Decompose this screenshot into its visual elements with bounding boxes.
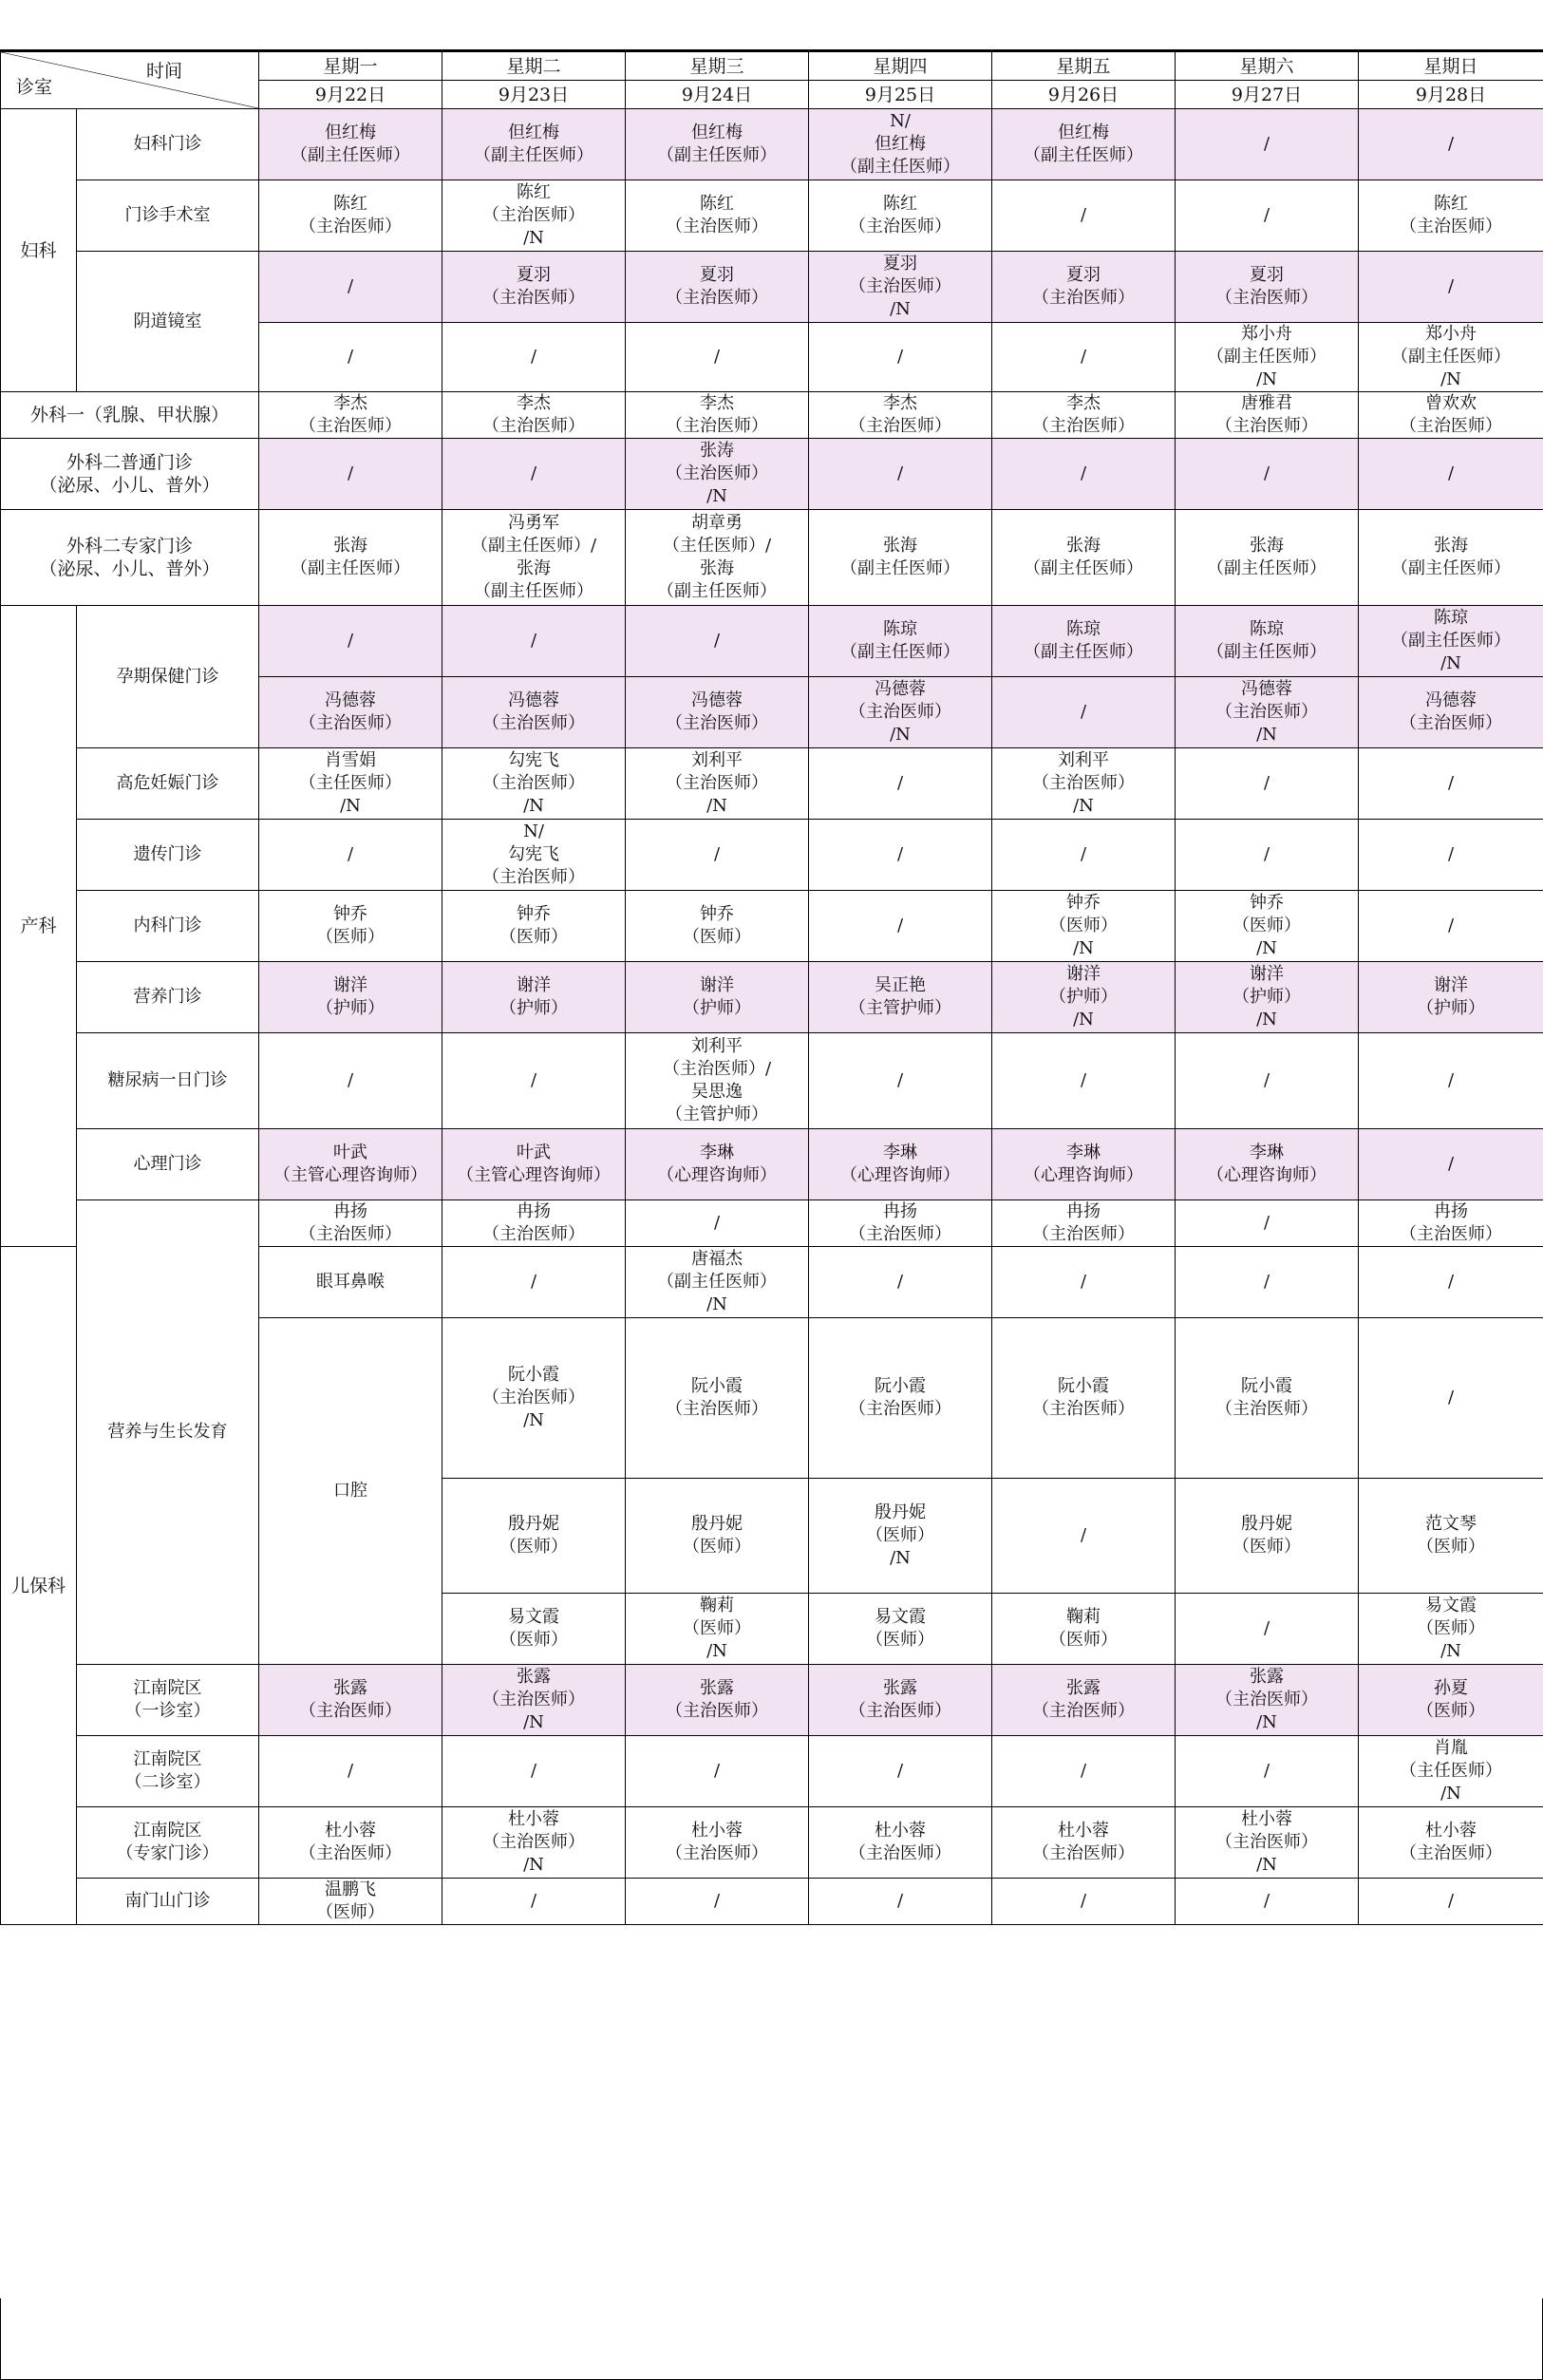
schedule-cell: 但红梅 （副主任医师） <box>992 109 1176 180</box>
room-name: 江南院区 （专家门诊） <box>77 1807 259 1879</box>
date-header: 9月25日 <box>809 81 992 109</box>
schedule-row <box>1 1736 1543 1807</box>
schedule-cell: 冉扬 （主治医师） <box>442 1200 626 1247</box>
schedule-cell: 但红梅 （副主任医师） <box>442 109 626 180</box>
schedule-cell: 唐福杰 （副主任医师） /N <box>626 1247 809 1318</box>
schedule-row <box>1 606 1543 677</box>
room-name: 口腔 <box>259 1318 442 1665</box>
schedule-cell: 唐雅君 （主治医师） <box>1176 392 1359 439</box>
department-name: 外科二普通门诊 （泌尿、小儿、普外） <box>1 439 259 510</box>
schedule-cell: 冉扬 （主治医师） <box>992 1200 1176 1247</box>
schedule-cell: 杜小蓉 （主治医师） <box>809 1807 992 1879</box>
schedule-cell: / <box>992 439 1176 510</box>
schedule-cell: / <box>442 1736 626 1807</box>
schedule-cell: 张露 （主治医师） <box>259 1665 442 1736</box>
schedule-cell: / <box>259 323 442 392</box>
schedule-cell: 殷丹妮 （医师） /N <box>809 1479 992 1594</box>
schedule-row <box>1 1665 1543 1736</box>
schedule-row <box>1 510 1543 606</box>
schedule-cell: 张海 （副主任医师） <box>992 510 1176 606</box>
schedule-cell: 李琳 （心理咨询师） <box>1176 1129 1359 1200</box>
schedule-cell: / <box>1359 748 1543 820</box>
schedule-cell: 谢洋 （护师） <box>259 962 442 1033</box>
schedule-cell: / <box>259 606 442 677</box>
schedule-cell: / <box>1359 252 1543 323</box>
schedule-cell: 杜小蓉 （主治医师） <box>992 1807 1176 1879</box>
schedule-cell: 冯德蓉 （主治医师） <box>1359 677 1543 748</box>
schedule-cell: / <box>626 323 809 392</box>
page-title <box>0 0 1543 51</box>
schedule-cell: / <box>1359 1879 1543 1925</box>
schedule-cell: 鞠莉 （医师） <box>992 1594 1176 1665</box>
schedule-cell: 李杰 （主治医师） <box>626 392 809 439</box>
schedule-cell: 易文霞 （医师） /N <box>1359 1594 1543 1665</box>
schedule-row <box>1 1033 1543 1129</box>
schedule-cell: 刘利平 （主治医师）/ 吴思逸 （主管护师） <box>626 1033 809 1129</box>
schedule-cell: 钟乔 （医师） /N <box>1176 891 1359 962</box>
schedule-cell: 阮小霞 （主治医师） <box>1176 1318 1359 1479</box>
schedule-cell: 易文霞 （医师） <box>442 1594 626 1665</box>
schedule-cell: 李琳 （心理咨询师） <box>992 1129 1176 1200</box>
schedule-cell: 陈红 （主治医师） /N <box>442 180 626 252</box>
schedule-cell: 冯德蓉 （主治医师） /N <box>809 677 992 748</box>
schedule-cell: 李琳 （心理咨询师） <box>626 1129 809 1200</box>
schedule-cell: / <box>1359 820 1543 891</box>
schedule-cell: 易文霞 （医师） <box>809 1594 992 1665</box>
schedule-cell: 张涛 （主治医师） /N <box>626 439 809 510</box>
schedule-cell: 但红梅 （副主任医师） <box>626 109 809 180</box>
schedule-row <box>1 748 1543 820</box>
room-name: 营养门诊 <box>77 962 259 1033</box>
schedule-cell: 胡章勇 （主任医师）/ 张海 （副主任医师） <box>626 510 809 606</box>
schedule-row <box>1 439 1543 510</box>
weekday-header: 星期五 <box>992 52 1176 81</box>
schedule-cell: 冉扬 （主治医师） <box>809 1200 992 1247</box>
schedule-cell: 李杰 （主治医师） <box>809 392 992 439</box>
room-name: 江南院区 （一诊室） <box>77 1665 259 1736</box>
time-label: 时间 <box>145 61 182 82</box>
schedule-cell: / <box>809 439 992 510</box>
schedule-cell: / <box>1359 1247 1543 1318</box>
schedule-cell: / <box>992 820 1176 891</box>
room-name: 阴道镜室 <box>77 252 259 392</box>
schedule-cell: / <box>1359 439 1543 510</box>
department-name: 产科 <box>1 606 77 1247</box>
schedule-cell: 陈琼 （副主任医师） /N <box>1359 606 1543 677</box>
schedule-cell: 杜小蓉 （主治医师） /N <box>442 1807 626 1879</box>
schedule-cell: 刘利平 （主治医师） /N <box>626 748 809 820</box>
schedule-cell: 钟乔 （医师） <box>626 891 809 962</box>
schedule-cell: / <box>809 1736 992 1807</box>
schedule-cell: 冯勇军 （副主任医师）/ 张海 （副主任医师） <box>442 510 626 606</box>
schedule-cell: 杜小蓉 （主治医师） /N <box>1176 1807 1359 1879</box>
room-name: 江南院区 （二诊室） <box>77 1736 259 1807</box>
department-name: 儿保科 <box>1 1247 77 1925</box>
schedule-cell: 陈琼 （副主任医师） <box>809 606 992 677</box>
schedule-row <box>1 252 1543 323</box>
schedule-cell: 陈红 （主治医师） <box>809 180 992 252</box>
schedule-cell: 李杰 （主治医师） <box>442 392 626 439</box>
schedule-cell: 张海 （副主任医师） <box>259 510 442 606</box>
weekday-header: 星期三 <box>626 52 809 81</box>
schedule-cell: / <box>626 1879 809 1925</box>
schedule-cell: 杜小蓉 （主治医师） <box>259 1807 442 1879</box>
room-name: 心理门诊 <box>77 1129 259 1200</box>
schedule-cell: 鞠莉 （医师） /N <box>626 1594 809 1665</box>
schedule-row <box>1 891 1543 962</box>
schedule-cell: / <box>1359 1033 1543 1129</box>
room-name: 营养与生长发育 <box>77 1200 259 1665</box>
schedule-cell: / <box>626 1200 809 1247</box>
schedule-cell: 钟乔 （医师） <box>442 891 626 962</box>
schedule-cell: / <box>992 1247 1176 1318</box>
schedule-cell: 谢洋 （护师） <box>442 962 626 1033</box>
schedule-cell: 殷丹妮 （医师） <box>442 1479 626 1594</box>
schedule-row <box>1 1129 1543 1200</box>
date-header: 9月23日 <box>442 81 626 109</box>
schedule-cell: 勾宪飞 （主治医师） /N <box>442 748 626 820</box>
schedule-cell: 阮小霞 （主治医师） <box>992 1318 1176 1479</box>
schedule-row <box>1 1200 1543 1247</box>
schedule-cell: / <box>1176 180 1359 252</box>
weekday-header: 星期日 <box>1359 52 1543 81</box>
schedule-cell: 夏羽 （主治医师） /N <box>809 252 992 323</box>
schedule-cell: 夏羽 （主治医师） <box>626 252 809 323</box>
schedule-cell: N/ 但红梅 （副主任医师） <box>809 109 992 180</box>
schedule-cell: / <box>1176 748 1359 820</box>
schedule-cell: / <box>626 1736 809 1807</box>
header-corner <box>1 52 259 109</box>
schedule-row <box>1 1807 1543 1879</box>
room-name: 遗传门诊 <box>77 820 259 891</box>
schedule-cell: 谢洋 （护师） <box>626 962 809 1033</box>
schedule-cell: / <box>992 1736 1176 1807</box>
schedule-row <box>1 180 1543 252</box>
room-label: 诊室 <box>16 77 53 98</box>
schedule-cell: / <box>442 1033 626 1129</box>
schedule-cell: 冯德蓉 （主治医师） <box>259 677 442 748</box>
room-name: 孕期保健门诊 <box>77 606 259 748</box>
schedule-cell: 孙夏 （医师） <box>1359 1665 1543 1736</box>
schedule-cell: 张露 （主治医师） <box>626 1665 809 1736</box>
schedule-cell: / <box>992 1479 1176 1594</box>
schedule-table <box>0 51 1543 1925</box>
schedule-cell: 陈红 （主治医师） <box>1359 180 1543 252</box>
schedule-cell: 殷丹妮 （医师） <box>1176 1479 1359 1594</box>
room-name: 糖尿病一日门诊 <box>77 1033 259 1129</box>
schedule-cell: 张海 （副主任医师） <box>1359 510 1543 606</box>
schedule-cell: / <box>809 748 992 820</box>
schedule-cell: / <box>1176 1247 1359 1318</box>
schedule-row <box>1 109 1543 180</box>
schedule-cell: / <box>992 677 1176 748</box>
schedule-cell: / <box>626 606 809 677</box>
schedule-cell: 曾欢欢 （主治医师） <box>1359 392 1543 439</box>
schedule-cell: 冯德蓉 （主治医师） <box>442 677 626 748</box>
schedule-cell: 钟乔 （医师） <box>259 891 442 962</box>
schedule-cell: / <box>992 1033 1176 1129</box>
schedule-cell: 张露 （主治医师） <box>992 1665 1176 1736</box>
room-name: 高危妊娠门诊 <box>77 748 259 820</box>
schedule-cell: 陈琼 （副主任医师） <box>992 606 1176 677</box>
date-header: 9月24日 <box>626 81 809 109</box>
schedule-cell: 叶武 （主管心理咨询师） <box>442 1129 626 1200</box>
schedule-cell: 杜小蓉 （主治医师） <box>626 1807 809 1879</box>
schedule-row <box>1 392 1543 439</box>
schedule-cell: / <box>442 606 626 677</box>
schedule-cell: / <box>1359 1129 1543 1200</box>
schedule-cell: 郑小舟 （副主任医师） /N <box>1176 323 1359 392</box>
room-name: 南门山门诊 <box>77 1879 259 1925</box>
schedule-cell: / <box>1176 1879 1359 1925</box>
schedule-cell: 钟乔 （医师） /N <box>992 891 1176 962</box>
schedule-cell: 陈红 （主治医师） <box>626 180 809 252</box>
schedule-cell: / <box>1176 1736 1359 1807</box>
schedule-cell: 郑小舟 （副主任医师） /N <box>1359 323 1543 392</box>
schedule-cell: 夏羽 （主治医师） <box>992 252 1176 323</box>
schedule-cell: / <box>1176 1200 1359 1247</box>
schedule-cell: 叶武 （主管心理咨询师） <box>259 1129 442 1200</box>
room-name: 门诊手术室 <box>77 180 259 252</box>
schedule-cell: 肖雪娟 （主任医师） /N <box>259 748 442 820</box>
schedule-cell: / <box>1359 1318 1543 1479</box>
schedule-cell: / <box>259 1736 442 1807</box>
date-header: 9月22日 <box>259 81 442 109</box>
notes-section <box>0 2298 1543 2380</box>
schedule-cell: / <box>809 891 992 962</box>
schedule-cell: / <box>1176 109 1359 180</box>
schedule-cell: / <box>1359 891 1543 962</box>
schedule-cell: 李琳 （心理咨询师） <box>809 1129 992 1200</box>
schedule-cell: / <box>259 439 442 510</box>
schedule-cell: / <box>1176 1594 1359 1665</box>
schedule-cell: / <box>809 820 992 891</box>
schedule-cell: / <box>809 1033 992 1129</box>
schedule-cell: 冉扬 （主治医师） <box>259 1200 442 1247</box>
date-header: 9月27日 <box>1176 81 1359 109</box>
schedule-cell: 陈红 （主治医师） <box>259 180 442 252</box>
schedule-cell: 谢洋 （护师） <box>1359 962 1543 1033</box>
schedule-cell: 张露 （主治医师） /N <box>442 1665 626 1736</box>
schedule-cell: 陈琼 （副主任医师） <box>1176 606 1359 677</box>
schedule-cell: 谢洋 （护师） /N <box>992 962 1176 1033</box>
schedule-cell: 范文琴 （医师） <box>1359 1479 1543 1594</box>
schedule-cell: / <box>1176 820 1359 891</box>
schedule-cell: / <box>992 323 1176 392</box>
schedule-cell: 刘利平 （主治医师） /N <box>992 748 1176 820</box>
schedule-cell: / <box>442 439 626 510</box>
schedule-cell: 冯德蓉 （主治医师） /N <box>1176 677 1359 748</box>
schedule-cell: / <box>809 323 992 392</box>
schedule-cell: / <box>626 820 809 891</box>
schedule-cell: 李杰 （主治医师） <box>992 392 1176 439</box>
schedule-cell: / <box>809 1879 992 1925</box>
schedule-cell: 张海 （副主任医师） <box>809 510 992 606</box>
schedule-row <box>1 820 1543 891</box>
weekday-header: 星期四 <box>809 52 992 81</box>
schedule-cell: 肖胤 （主任医师） /N <box>1359 1736 1543 1807</box>
schedule-cell: N/ 勾宪飞 （主治医师） <box>442 820 626 891</box>
room-name: 妇科门诊 <box>77 109 259 180</box>
schedule-cell: / <box>1176 1033 1359 1129</box>
room-name: 眼耳鼻喉 <box>259 1247 442 1318</box>
schedule-cell: / <box>992 1879 1176 1925</box>
schedule-cell: 阮小霞 （主治医师） <box>809 1318 992 1479</box>
schedule-cell: 阮小霞 （主治医师） /N <box>442 1318 626 1479</box>
schedule-cell: 张露 （主治医师） /N <box>1176 1665 1359 1736</box>
weekday-header: 星期一 <box>259 52 442 81</box>
weekday-header: 星期六 <box>1176 52 1359 81</box>
schedule-cell: 温鹏飞 （医师） <box>259 1879 442 1925</box>
department-name: 外科一（乳腺、甲状腺） <box>1 392 259 439</box>
schedule-cell: / <box>442 323 626 392</box>
schedule-cell: 阮小霞 （主治医师） <box>626 1318 809 1479</box>
schedule-cell: 张海 （副主任医师） <box>1176 510 1359 606</box>
schedule-cell: / <box>992 180 1176 252</box>
schedule-cell: 李杰 （主治医师） <box>259 392 442 439</box>
schedule-cell: / <box>259 252 442 323</box>
schedule-cell: / <box>259 820 442 891</box>
schedule-cell: 杜小蓉 （主治医师） <box>1359 1807 1543 1879</box>
department-name: 妇科 <box>1 109 77 392</box>
schedule-cell: 夏羽 （主治医师） <box>442 252 626 323</box>
department-name: 外科二专家门诊 （泌尿、小儿、普外） <box>1 510 259 606</box>
schedule-cell: / <box>809 1247 992 1318</box>
schedule-row <box>1 1879 1543 1925</box>
schedule-cell: 吴正艳 （主管护师） <box>809 962 992 1033</box>
schedule-cell: 冉扬 （主治医师） <box>1359 1200 1543 1247</box>
schedule-cell: / <box>259 1033 442 1129</box>
schedule-cell: / <box>442 1879 626 1925</box>
schedule-cell: 夏羽 （主治医师） <box>1176 252 1359 323</box>
room-name: 内科门诊 <box>77 891 259 962</box>
date-header: 9月26日 <box>992 81 1176 109</box>
schedule-cell: / <box>442 1247 626 1318</box>
schedule-cell: / <box>1176 439 1359 510</box>
schedule-row <box>1 962 1543 1033</box>
weekday-header: 星期二 <box>442 52 626 81</box>
schedule-cell: 但红梅 （副主任医师） <box>259 109 442 180</box>
schedule-cell: 谢洋 （护师） /N <box>1176 962 1359 1033</box>
schedule-cell: 殷丹妮 （医师） <box>626 1479 809 1594</box>
schedule-cell: 冯德蓉 （主治医师） <box>626 677 809 748</box>
schedule-cell: 张露 （主治医师） <box>809 1665 992 1736</box>
schedule-cell: / <box>1359 109 1543 180</box>
date-header: 9月28日 <box>1359 81 1543 109</box>
